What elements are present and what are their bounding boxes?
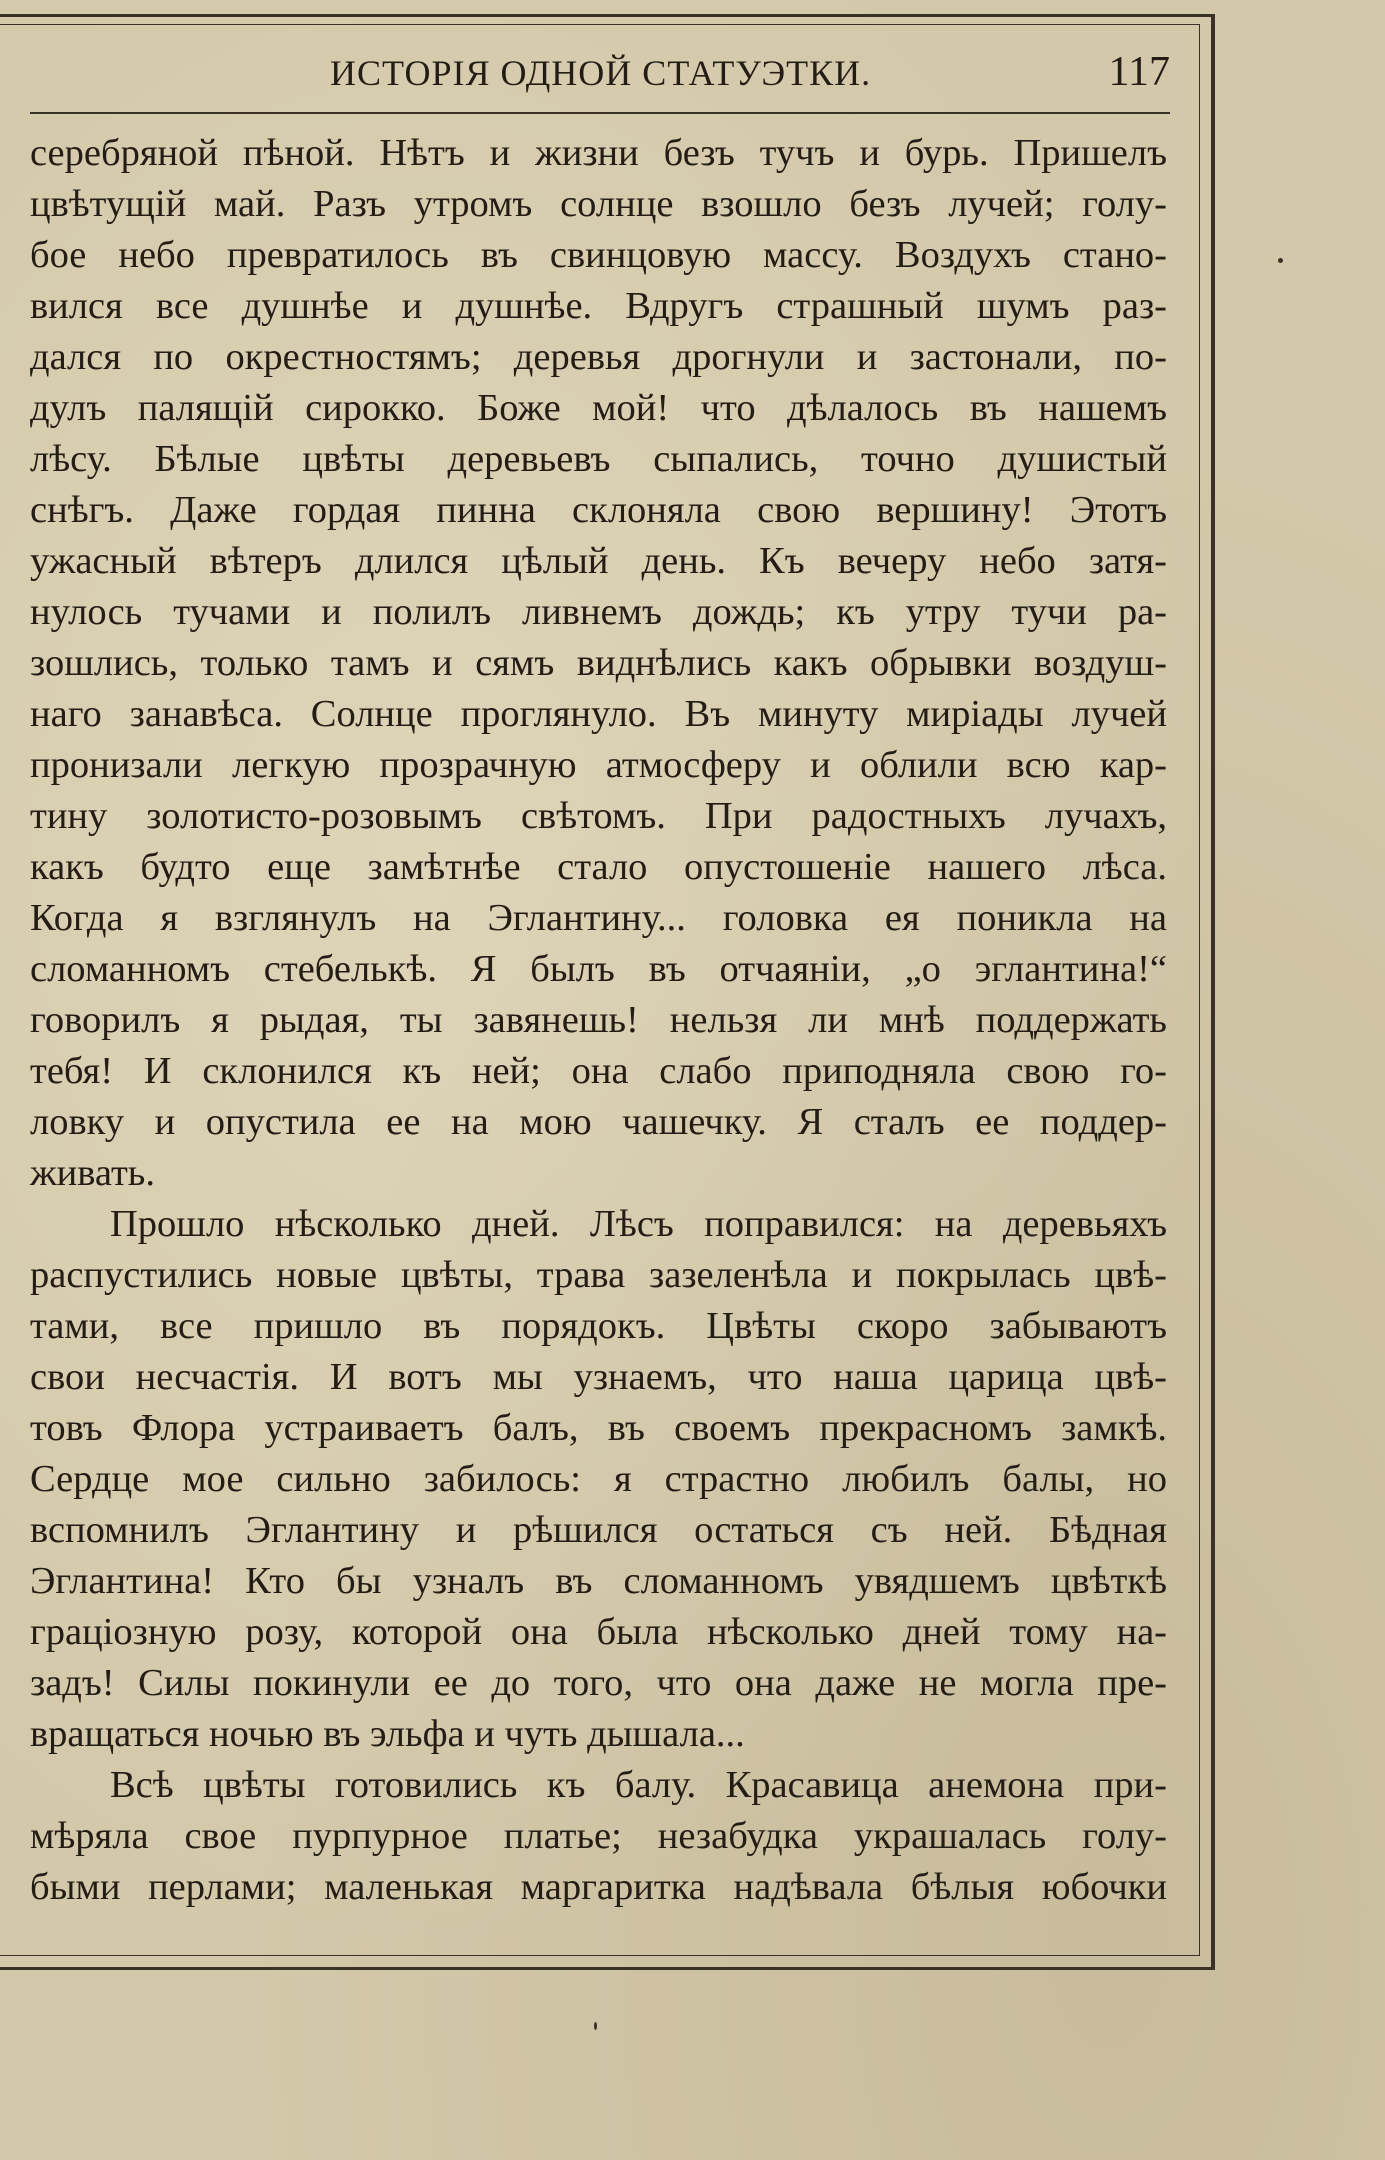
- text-line: снѣгъ. Даже гордая пинна склоняла свою вершину! Этотъ: [30, 489, 1167, 531]
- text-line: тину золотисто-розовымъ свѣтомъ. При радостныхъ лучахъ,: [30, 795, 1167, 837]
- text-line: Всѣ цвѣты готовились къ балу. Красавица анемона при-: [110, 1764, 1167, 1806]
- text-line: живать.: [30, 1152, 155, 1194]
- ink-speck: [1278, 258, 1283, 263]
- text-line: Сердце мое сильно забилось: я страстно любилъ балы, но: [30, 1458, 1167, 1500]
- text-line: распустились новые цвѣты, трава зазеленѣла и покрылась цвѣ-: [30, 1254, 1167, 1296]
- text-line: вился все душнѣе и душнѣе. Вдругъ страшный шумъ раз-: [30, 285, 1167, 327]
- text-line: Когда я взглянулъ на Эглантину... головка ея поникла на: [30, 897, 1167, 939]
- running-header: [30, 44, 1170, 104]
- text-line: граціозную розу, которой она была нѣсколько дней тому на-: [30, 1611, 1167, 1653]
- text-line: вращаться ночью въ эльфа и чуть дышала...: [30, 1713, 745, 1755]
- text-line: серебряной пѣной. Нѣтъ и жизни безъ тучъ и бурь. Пришелъ: [30, 132, 1167, 174]
- text-line: быми перлами; маленькая маргаритка надѣвала бѣлыя юбочки: [30, 1866, 1167, 1908]
- text-line: мѣряла свое пурпурное платье; незабудка украшалась голу-: [30, 1815, 1167, 1857]
- text-line: сломанномъ стебелькѣ. Я былъ въ отчаяніи, „о эглантина!“: [30, 948, 1167, 990]
- text-line: ужасный вѣтеръ длился цѣлый день. Къ вечеру небо затя-: [30, 540, 1167, 582]
- text-line: дулъ палящій сирокко. Боже мой! что дѣлалось въ нашемъ: [30, 387, 1167, 429]
- body-text: [30, 128, 1167, 1913]
- header-rule: [30, 112, 1170, 114]
- text-line: тебя! И склонился къ ней; она слабо приподняла свою го-: [30, 1050, 1167, 1092]
- text-line: какъ будто еще замѣтнѣе стало опустошеніе нашего лѣса.: [30, 846, 1167, 888]
- text-line: задъ! Силы покинули ее до того, что она даже не могла пре-: [30, 1662, 1167, 1704]
- text-line: зошлись, только тамъ и сямъ виднѣлись какъ обрывки воздуш-: [30, 642, 1167, 684]
- running-title: ИСТОРІЯ ОДНОЙ СТАТУЭТКИ.: [330, 53, 872, 93]
- text-line: цвѣтущій май. Разъ утромъ солнце взошло безъ лучей; голу-: [30, 183, 1167, 225]
- text-line: бое небо превратилось въ свинцовую массу. Воздухъ стано-: [30, 234, 1167, 276]
- text-line: ловку и опустила ее на мою чашечку. Я сталъ ее поддер-: [30, 1101, 1167, 1143]
- text-line: вспомнилъ Эглантину и рѣшился остаться съ ней. Бѣдная: [30, 1509, 1167, 1551]
- text-line: нулось тучами и полилъ ливнемъ дождь; къ утру тучи ра-: [30, 591, 1167, 633]
- text-line: Прошло нѣсколько дней. Лѣсъ поправился: на деревьяхъ: [110, 1203, 1167, 1245]
- text-line: говорилъ я рыдая, ты завянешь! нельзя ли мнѣ поддержать: [30, 999, 1167, 1041]
- text-line: лѣсу. Бѣлые цвѣты деревьевъ сыпались, точно душистый: [30, 438, 1167, 480]
- text-line: наго занавѣса. Солнце проглянуло. Въ минуту миріады лучей: [30, 693, 1167, 735]
- text-line: товъ Флора устраиваетъ балъ, въ своемъ прекрасномъ замкѣ.: [30, 1407, 1167, 1449]
- text-line: Эглантина! Кто бы узналъ въ сломанномъ увядшемъ цвѣткѣ: [30, 1560, 1167, 1602]
- text-line: тами, все пришло въ порядокъ. Цвѣты скоро забываютъ: [30, 1305, 1167, 1347]
- text-line: пронизали легкую прозрачную атмосферу и облили всю кар-: [30, 744, 1167, 786]
- text-line: свои несчастія. И вотъ мы узнаемъ, что наша царица цвѣ-: [30, 1356, 1167, 1398]
- page-number: 117: [1108, 49, 1170, 95]
- ink-speck: [594, 2022, 597, 2030]
- text-line: дался по окрестностямъ; деревья дрогнули и застонали, по-: [30, 336, 1167, 378]
